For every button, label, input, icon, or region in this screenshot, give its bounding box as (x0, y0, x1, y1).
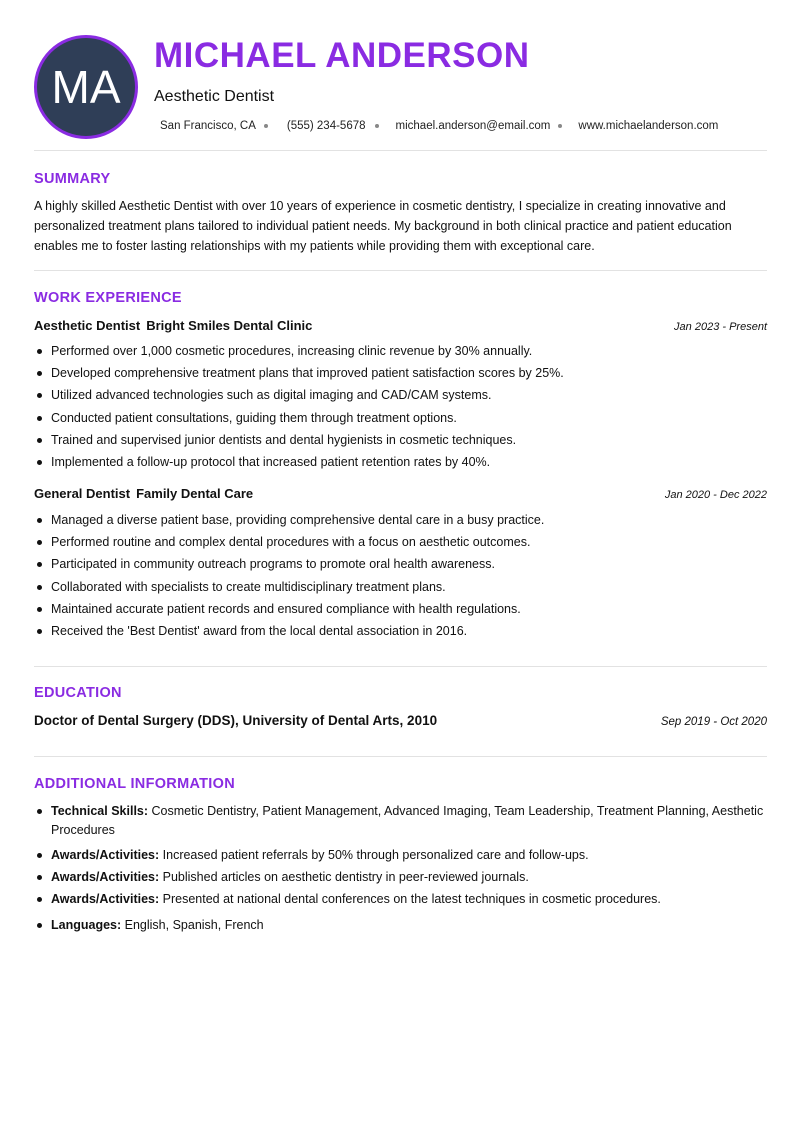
summary-heading: SUMMARY (34, 171, 111, 187)
list-item: Performed routine and complex dental procedures with a focus on aesthetic outcomes. (34, 533, 767, 555)
experience-heading: WORK EXPERIENCE (34, 290, 182, 306)
job-header (34, 318, 767, 333)
list-item: Developed comprehensive treatment plans that improved patient satisfaction scores by 25%. (34, 364, 767, 386)
item-text: Presented at national dental conferences on the latest techniques in cosmetic procedures. (162, 892, 661, 906)
job-dates: Jan 2020 - Dec 2022 (664, 489, 767, 501)
list-item: Maintained accurate patient records and ensured compliance with health regulations. (34, 600, 767, 622)
candidate-name: MICHAEL ANDERSON (154, 36, 530, 75)
list-item: Managed a diverse patient base, providing comprehensive dental care in a busy practice. (34, 511, 767, 533)
item-text: Increased patient referrals by 50% through personalized care and follow-ups. (162, 848, 589, 862)
item-label: Awards/Activities: (51, 848, 160, 862)
education-heading: EDUCATION (34, 685, 122, 701)
education-dates: Sep 2019 - Oct 2020 (660, 716, 767, 728)
divider (34, 270, 767, 271)
item-label: Awards/Activities: (51, 870, 160, 884)
list-item: Received the 'Best Dentist' award from the local dental association in 2016. (34, 622, 767, 644)
list-item (34, 890, 767, 909)
separator-dot (558, 124, 562, 128)
job-bullets (34, 511, 767, 644)
summary-text: A highly skilled Aesthetic Dentist with over 10 years of experience in cosmetic dentistry, I specialize in creating innovative and personalized treatment plans tailored to individual patient needs. My background in both clinical practice and patient education enables me to foster lasting relationships with my patients while providing them with exceptional care. (34, 199, 732, 253)
additional-list (34, 802, 767, 935)
list-item: Performed over 1,000 cosmetic procedures, increasing clinic revenue by 30% annually. (34, 342, 767, 364)
list-item (34, 846, 767, 865)
contact-line (160, 120, 718, 132)
job-dates: Jan 2023 - Present (674, 321, 767, 333)
list-item: Participated in community outreach programs to promote oral health awareness. (34, 555, 767, 577)
item-label: Languages: (51, 918, 122, 932)
education-degree: Doctor of Dental Surgery (DDS), University of Dental Arts, 2010 (34, 713, 438, 728)
job-org: Bright Smiles Dental Clinic (146, 318, 313, 333)
separator-dot (375, 124, 379, 128)
avatar (34, 35, 138, 139)
divider (34, 666, 767, 667)
item-text: English, Spanish, French (124, 918, 264, 932)
candidate-title: Aesthetic Dentist (154, 88, 275, 105)
job-header (34, 486, 767, 501)
list-item: Utilized advanced technologies such as digital imaging and CAD/CAM systems. (34, 386, 767, 408)
list-item: Collaborated with specialists to create multidisciplinary treatment plans. (34, 578, 767, 600)
job-role: General Dentist (34, 486, 131, 501)
item-label: Technical Skills: (51, 804, 149, 818)
avatar-initials: MA (51, 61, 121, 113)
item-text: Published articles on aesthetic dentistry in peer-reviewed journals. (162, 870, 529, 884)
contact-location: San Francisco, CA (160, 120, 256, 132)
divider (34, 150, 767, 151)
contact-email[interactable]: michael.anderson@email.com (395, 120, 551, 132)
contact-website[interactable]: www.michaelanderson.com (578, 120, 719, 132)
additional-heading: ADDITIONAL INFORMATION (34, 776, 235, 792)
separator-dot (264, 124, 268, 128)
list-item: Implemented a follow-up protocol that increased patient retention rates by 40%. (34, 453, 767, 475)
item-label: Awards/Activities: (51, 892, 160, 906)
job-title (34, 318, 312, 333)
job-org: Family Dental Care (136, 486, 254, 501)
job-bullets (34, 342, 767, 475)
divider (34, 756, 767, 757)
list-item: Conducted patient consultations, guiding them through treatment options. (34, 409, 767, 431)
contact-phone: (555) 234-5678 (286, 120, 366, 132)
item-text: Cosmetic Dentistry, Patient Management, Advanced Imaging, Team Leadership, Treatment Planning, Aesthetic Procedures (51, 804, 764, 837)
list-item (34, 868, 767, 887)
list-item (34, 802, 767, 840)
job-role: Aesthetic Dentist (34, 318, 141, 333)
job-title (34, 486, 253, 501)
list-item (34, 916, 767, 935)
list-item: Trained and supervised junior dentists and dental hygienists in cosmetic techniques. (34, 431, 767, 453)
education-entry (34, 713, 767, 728)
